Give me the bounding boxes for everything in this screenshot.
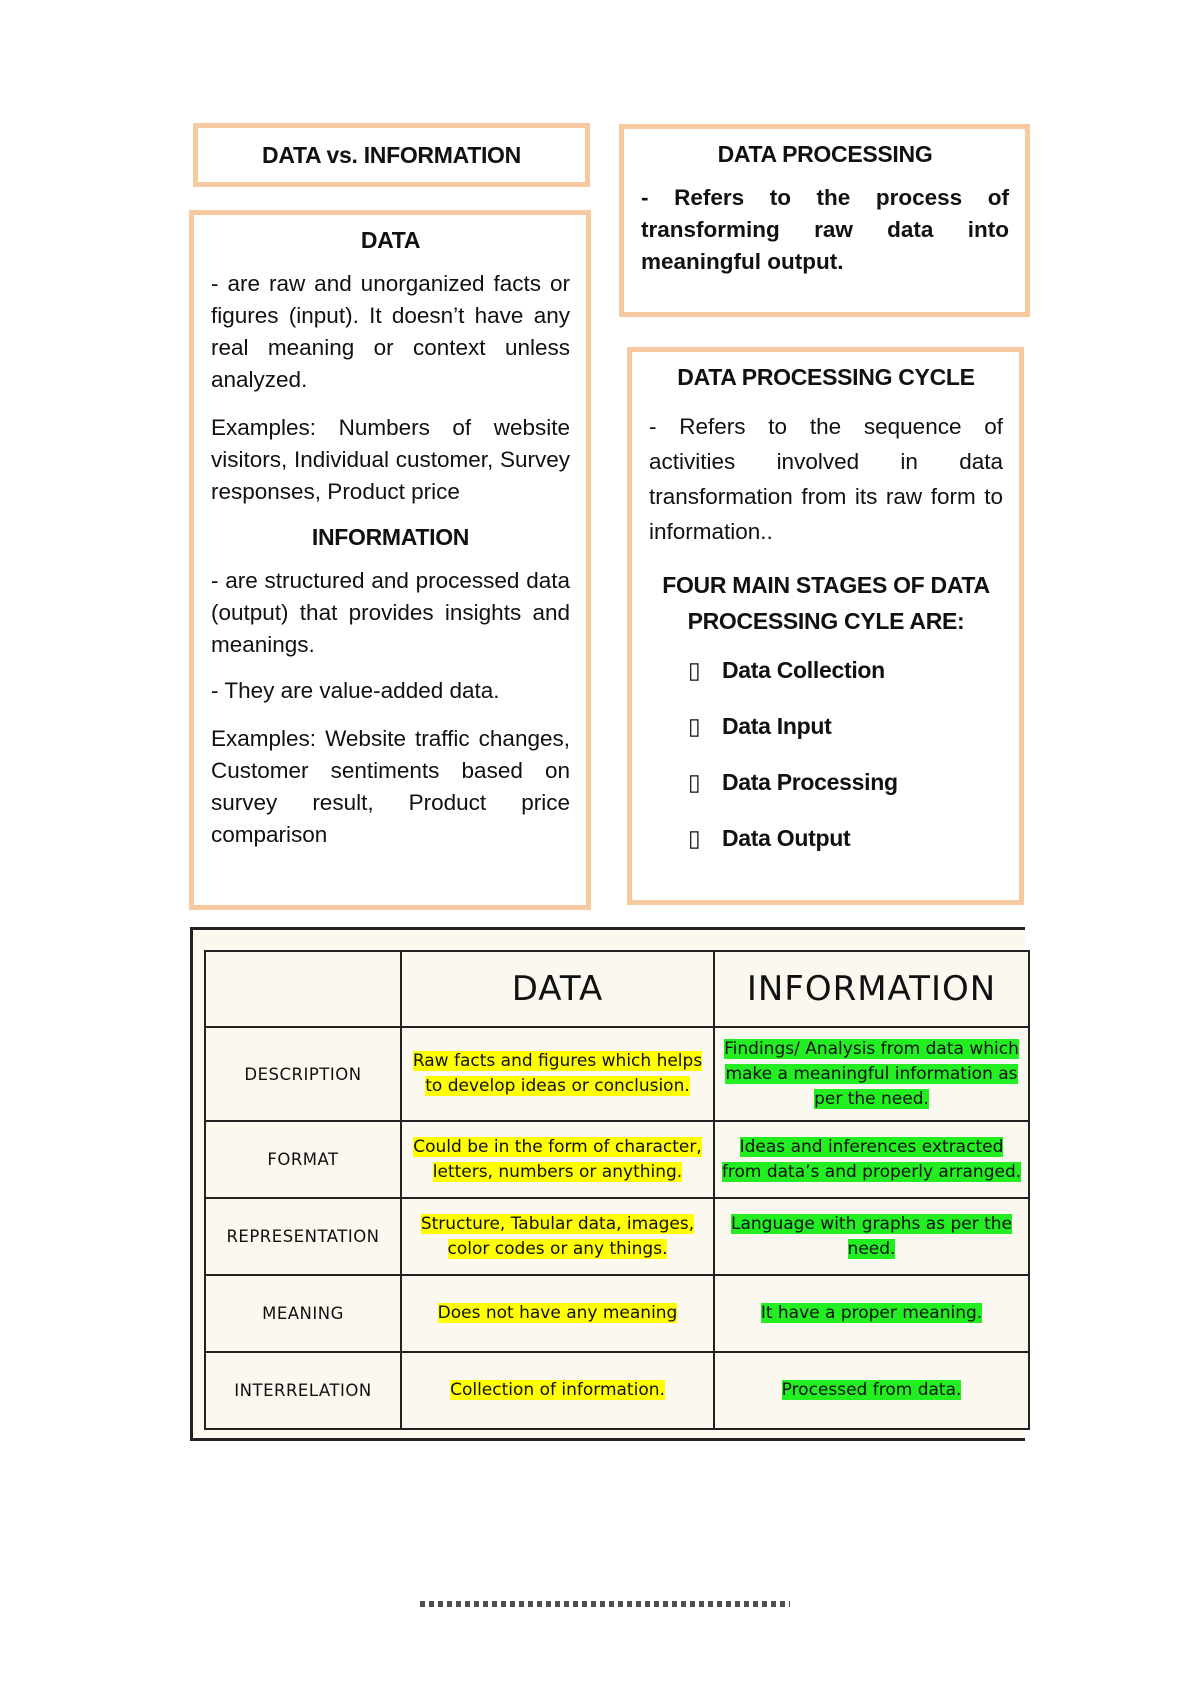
data-title: DATA — [360, 227, 421, 253]
column-header-information: INFORMATION — [714, 951, 1029, 1027]
information-title: INFORMATION — [311, 524, 470, 550]
information-cell — [714, 1121, 1029, 1198]
information-cell-text: It have a proper meaning. — [760, 1303, 983, 1323]
stage-label: Data Output — [722, 825, 851, 851]
bullet-icon: ▯ — [688, 713, 701, 739]
stages-list — [649, 657, 1003, 881]
information-cell-text: Ideas and inferences extracted from data’s and properly arranged. — [721, 1136, 1022, 1182]
row-label: INTERRELATION — [205, 1352, 401, 1429]
data-processing-box — [619, 124, 1030, 317]
data-definition: - are raw and unorganized facts or figures (input). It doesn’t have any real meaning or context unless analyzed. — [211, 271, 570, 392]
data-cell — [401, 1027, 714, 1121]
data-processing-definition: - Refers to the process of transforming raw data into meaningful output. — [641, 185, 1009, 274]
row-label: MEANING — [205, 1275, 401, 1352]
data-processing-title: DATA PROCESSING — [717, 141, 933, 167]
bullet-icon: ▯ — [688, 657, 701, 683]
table-row — [205, 1027, 1029, 1121]
information-cell — [714, 1275, 1029, 1352]
data-cell-text: Could be in the form of character, letters, numbers or anything. — [413, 1136, 702, 1182]
information-cell — [714, 1352, 1029, 1429]
table-row — [205, 1121, 1029, 1198]
data-cell — [401, 1121, 714, 1198]
comparison-table-frame — [190, 927, 1025, 1441]
comparison-table — [204, 950, 1030, 1430]
data-information-box — [189, 210, 591, 910]
table-row — [205, 1275, 1029, 1352]
column-header-data: DATA — [401, 951, 714, 1027]
data-vs-information-header — [193, 123, 590, 187]
table-corner-cell — [205, 951, 401, 1027]
table-row — [205, 1198, 1029, 1275]
data-cell-text: Structure, Tabular data, images, color codes or any things. — [420, 1213, 695, 1259]
information-note: - They are value-added data. — [211, 678, 500, 703]
information-cell — [714, 1027, 1029, 1121]
row-label: REPRESENTATION — [205, 1198, 401, 1275]
stage-item — [688, 769, 1003, 825]
row-label: FORMAT — [205, 1121, 401, 1198]
data-processing-cycle-box — [627, 347, 1024, 905]
information-examples: Examples: Website traffic changes, Customer sentiments based on survey result, Product price comparison — [211, 726, 570, 847]
bullet-icon: ▯ — [688, 825, 701, 851]
information-definition: - are structured and processed data (output) that provides insights and meanings. — [211, 568, 570, 657]
data-cell-text: Does not have any meaning — [437, 1303, 678, 1323]
stage-label: Data Processing — [722, 769, 898, 795]
footer-dots — [420, 1601, 790, 1607]
stage-item — [688, 713, 1003, 769]
data-examples: Examples: Numbers of website visitors, Individual customer, Survey responses, Product price — [211, 415, 570, 504]
stage-label: Data Input — [722, 713, 832, 739]
cycle-title: DATA PROCESSING CYCLE — [677, 364, 975, 390]
cycle-definition: - Refers to the sequence of activities involved in data transformation from its raw form to information.. — [649, 414, 1003, 544]
data-cell — [401, 1352, 714, 1429]
information-cell-text: Findings/ Analysis from data which make a meaningful information as per the need. — [724, 1038, 1019, 1109]
stage-item — [688, 657, 1003, 713]
data-cell-text: Collection of information. — [450, 1380, 665, 1400]
stage-label: Data Collection — [722, 657, 885, 683]
table-row — [205, 1352, 1029, 1429]
data-cell — [401, 1275, 714, 1352]
stage-item — [688, 825, 1003, 881]
stages-title: FOUR MAIN STAGES OF DATA PROCESSING CYLE ARE: — [662, 572, 990, 634]
table-header-row — [205, 951, 1029, 1027]
header-title: DATA vs. INFORMATION — [262, 142, 521, 168]
data-cell-text: Raw facts and figures which helps to develop ideas or conclusion. — [412, 1051, 703, 1096]
data-cell — [401, 1198, 714, 1275]
row-label: DESCRIPTION — [205, 1027, 401, 1121]
information-cell-text: Language with graphs as per the need. — [730, 1213, 1012, 1259]
bullet-icon: ▯ — [688, 769, 701, 795]
information-cell — [714, 1198, 1029, 1275]
information-cell-text: Processed from data. — [781, 1380, 962, 1400]
